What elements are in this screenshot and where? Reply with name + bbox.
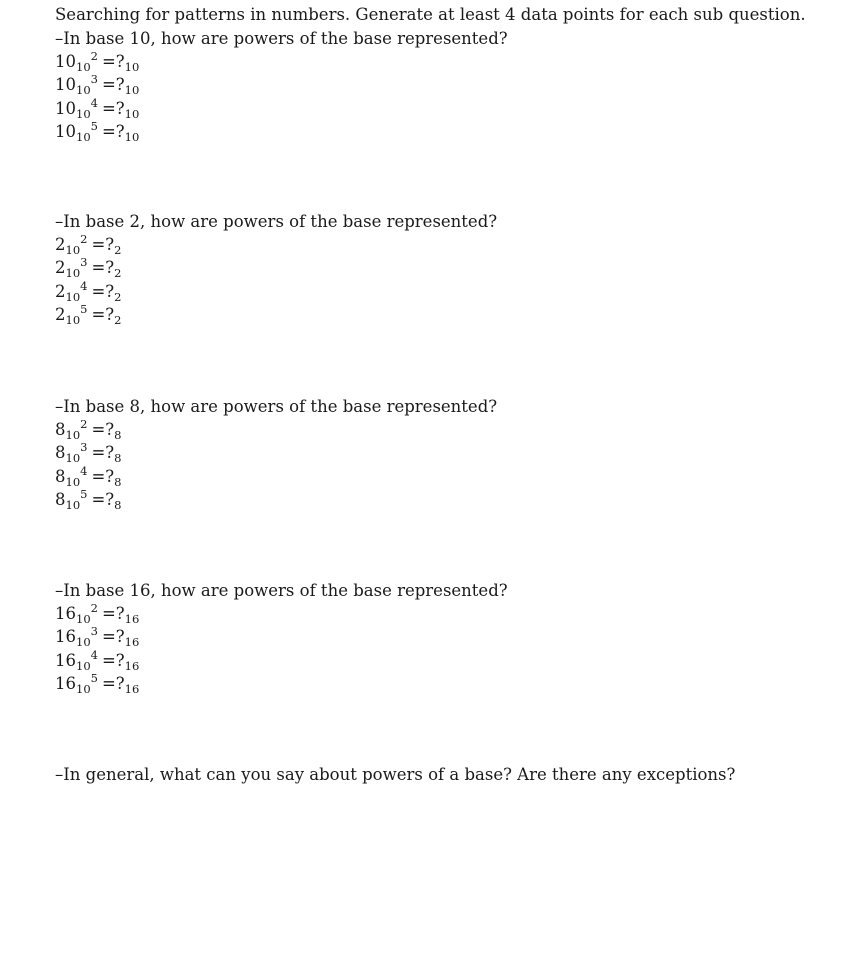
exponent: 3 (80, 440, 88, 455)
exponent: 5 (90, 670, 98, 685)
intro-text: Searching for patterns in numbers. Generate at least 4 data points for each sub question. (55, 5, 806, 24)
equals-unknown: =? (91, 466, 115, 486)
equals-unknown: =? (91, 304, 115, 324)
equals-unknown: =? (101, 98, 125, 118)
base-subscript: 10 (65, 428, 81, 442)
base-subscript: 10 (76, 681, 91, 696)
base-subscript: 10 (65, 289, 81, 304)
section-base-10 (55, 27, 508, 143)
base-value: 2 (55, 235, 66, 254)
equals-unknown: =? (91, 258, 115, 278)
equals-unknown: =? (101, 121, 125, 141)
exponent: 3 (90, 624, 98, 639)
section-prompt: –In base 2, how are powers of the base represented? (55, 212, 498, 231)
equation-row (55, 625, 508, 648)
exponent: 4 (90, 647, 98, 662)
equation-row (55, 256, 497, 279)
result-subscript: 10 (124, 106, 140, 121)
base-value: 16 (55, 650, 76, 670)
base-subscript: 10 (65, 474, 81, 489)
result-subscript: 8 (114, 451, 122, 466)
base-value: 8 (55, 420, 66, 439)
result-subscript: 16 (124, 681, 140, 696)
base-subscript: 10 (65, 312, 81, 327)
final-question: –In general, what can you say about powers of a base? Are there any exceptions? (55, 765, 736, 784)
exponent: 4 (90, 95, 98, 110)
section-prompt: –In base 16, how are powers of the base represented? (55, 581, 508, 600)
base-value: 16 (55, 673, 76, 693)
equals-unknown: =? (91, 420, 115, 439)
equals-unknown: =? (91, 235, 115, 254)
base-subscript: 10 (76, 635, 91, 650)
section-base-2 (55, 210, 497, 326)
result-subscript: 2 (114, 312, 122, 327)
equation-row (55, 97, 508, 120)
exponent: 5 (90, 118, 98, 133)
exponent: 4 (80, 463, 88, 478)
result-subscript: 8 (114, 474, 122, 489)
base-value: 10 (55, 121, 76, 141)
section-base-16 (55, 579, 508, 695)
section-prompt: –In base 8, how are powers of the base represented? (55, 397, 498, 416)
equation-row (55, 465, 497, 488)
equation-row (55, 649, 508, 672)
exponent: 2 (90, 601, 98, 615)
exponent: 3 (80, 255, 88, 270)
equation-row (55, 50, 508, 73)
section-prompt: –In base 10, how are powers of the base represented? (55, 29, 508, 48)
base-value: 8 (55, 489, 66, 509)
result-subscript: 10 (124, 83, 140, 98)
base-value: 16 (55, 604, 76, 623)
equation-row (55, 233, 497, 256)
base-value: 10 (55, 52, 76, 71)
base-value: 10 (55, 98, 76, 118)
base-value: 2 (55, 258, 66, 278)
base-subscript: 10 (76, 60, 91, 74)
equals-unknown: =? (101, 650, 125, 670)
base-subscript: 10 (76, 129, 91, 144)
base-subscript: 10 (65, 497, 81, 512)
base-subscript: 10 (76, 658, 91, 673)
exponent: 5 (80, 301, 88, 316)
result-subscript: 8 (114, 497, 122, 512)
result-subscript: 8 (114, 428, 122, 442)
result-subscript: 16 (124, 612, 140, 626)
exponent: 2 (80, 417, 88, 431)
result-subscript: 10 (124, 60, 140, 74)
base-value: 2 (55, 304, 66, 324)
base-value: 2 (55, 281, 66, 301)
base-value: 16 (55, 627, 76, 647)
result-subscript: 16 (124, 658, 140, 673)
exponent: 4 (80, 278, 88, 293)
exponent: 2 (90, 49, 98, 63)
result-subscript: 2 (114, 266, 122, 281)
equals-unknown: =? (101, 75, 125, 95)
base-subscript: 10 (65, 243, 81, 257)
equation-row (55, 73, 508, 96)
equals-unknown: =? (101, 673, 125, 693)
equals-unknown: =? (91, 443, 115, 463)
result-subscript: 10 (124, 129, 140, 144)
equals-unknown: =? (91, 489, 115, 509)
base-subscript: 10 (76, 83, 91, 98)
equation-row (55, 441, 497, 464)
exponent: 2 (80, 232, 88, 246)
equation-row (55, 672, 508, 695)
base-value: 10 (55, 75, 76, 95)
base-value: 8 (55, 466, 66, 486)
equals-unknown: =? (101, 52, 125, 71)
equation-row (55, 488, 497, 511)
exponent: 3 (90, 72, 98, 87)
equals-unknown: =? (101, 604, 125, 623)
base-subscript: 10 (76, 106, 91, 121)
base-subscript: 10 (65, 451, 81, 466)
equation-row (55, 280, 497, 303)
equation-row (55, 303, 497, 326)
exponent: 5 (80, 486, 88, 501)
equation-row (55, 602, 508, 625)
base-subscript: 10 (65, 266, 81, 281)
equation-row (55, 120, 508, 143)
equals-unknown: =? (91, 281, 115, 301)
equals-unknown: =? (101, 627, 125, 647)
result-subscript: 2 (114, 243, 122, 257)
result-subscript: 16 (124, 635, 140, 650)
section-base-8 (55, 395, 497, 511)
base-value: 8 (55, 443, 66, 463)
base-subscript: 10 (76, 612, 91, 626)
result-subscript: 2 (114, 289, 122, 304)
equation-row (55, 418, 497, 441)
